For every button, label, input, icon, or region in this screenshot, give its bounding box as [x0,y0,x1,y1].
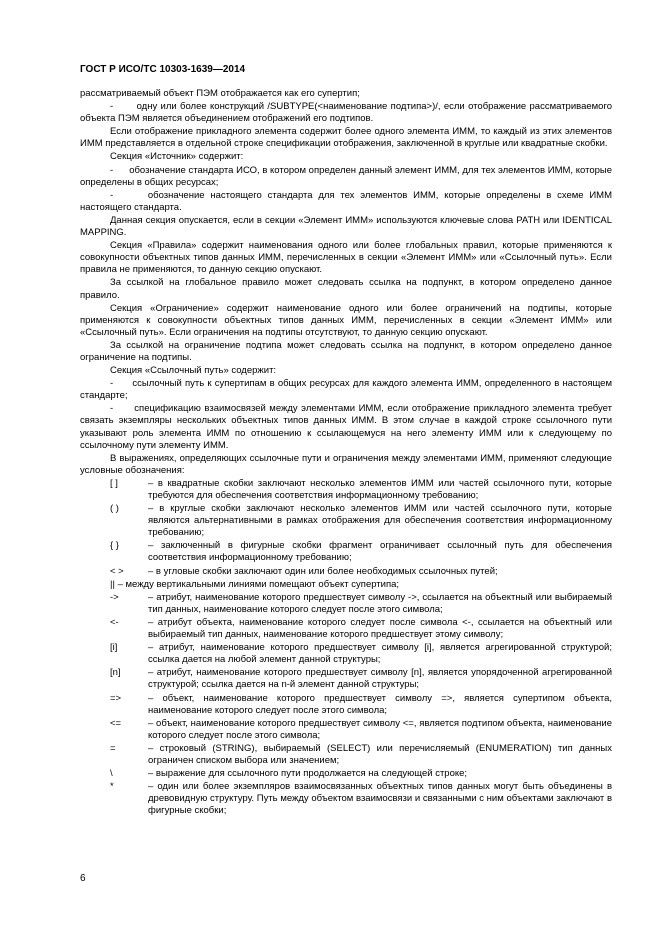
symbol-definition [80,592,612,616]
list-item: - одну или более конструкций /SUBTYPE(<наименование подтипа>)/, если отображение рассматриваемого объекта ПЭМ является объединением отображений его подтипов. [80,101,612,125]
symbol-definition [80,667,612,691]
symbol-code: -> [110,591,119,603]
symbol-text: – в квадратные скобки заключают несколько элементов ИММ или частей ссылочного пути, которые требуются для обеспечения соответствия информационному требованию; [148,477,612,501]
symbol-definition [80,503,612,539]
symbol-definition [80,566,612,578]
paragraph: рассматриваемый объект ПЭМ отображается как его супертип; [80,88,360,99]
symbol-code: \ [110,768,113,780]
symbol-code: [ ] [110,477,118,489]
paragraph: Данная секция опускается, если в секции «Элемент ИММ» используются ключевые слова PATH или IDENTICAL MAPPING. [80,214,612,239]
symbol-code: <- [110,616,119,628]
symbol-text: – атрибут объекта, наименование которого следует после символа <-, ссылается на объектный или выбираемый тип данных, наименование которого предшествует этому символу; [148,616,612,641]
symbol-definition [80,718,612,742]
symbol-text: – один или более экземпляров взаимосвязанных объектных типов данных могут быть объединены в древовидную структуру. Путь между объектом взаимосвязи и связанными с ним объектами заключают в фигурные скобки; [148,781,612,817]
symbol-definition [80,642,612,666]
list-item: - ссылочный путь к супертипам в общих ресурсах для каждого элемента ИММ, определенного в настоящем стандарте; [80,378,612,402]
paragraph: За ссылкой на глобальное правило может следовать ссылка на подпункт, в котором определено данное правило. [80,277,612,301]
symbol-text: – выражение для ссылочного пути продолжается на следующей строке; [148,768,468,780]
paragraph: Секция «Правила» содержит наименования одного или более глобальных правил, которые применяются к совокупности объектных типов данных ИММ, перечисленных в секции «Элемент ИММ» или «Ссылочный путь». Если правила не применяются, то данную секцию опускают. [80,240,612,276]
list-item: - спецификацию взаимосвязей между элементами ИММ, если отображение прикладного элемента требует связать экземпляры нескольких объектных типов данных ИММ. В этом случае в каждой строке ссылочного пути указывают роль элемента ИММ по отношению к ссылающемуся на него элементу ИММ или к следующему по ссылочному пути элементу ИММ. [80,403,612,451]
symbol-definition [80,478,612,502]
paragraph: Секция «Источник» содержит: [110,151,244,163]
symbol-code: ( ) [110,503,119,515]
symbol-text: – атрибут, наименование которого предшествует символу [n], является упорядоченной агрегированной структурой; ссылка дается на n-й элемент данной структуры; [148,667,612,691]
symbol-definition [80,540,612,564]
symbol-code: = [110,742,116,754]
symbol-text: – объект, наименование которого предшествует символу <=, является подтипом объекта, наименование которого следует после этого символа; [148,717,612,741]
paragraph: В выражениях, определяющих ссылочные пути и ограничения между элементами ИММ, применяют следующие условные обозначения: [80,452,612,476]
paragraph: Секция «Ссылочный путь» содержит: [110,365,277,377]
list-item: - обозначение стандарта ИСО, в котором определен данный элемент ИММ, для тех элементов ИММ, которые определены в общих ресурсах; [80,164,612,188]
symbol-code: => [110,692,122,704]
symbol-text: – объект, наименование которого предшествует символу =>, является супертипом объекта, наименование которого следует после этого символа; [148,692,612,716]
page-number: 6 [80,873,86,884]
symbol-text: – атрибут, наименование которого предшествует символу ->, ссылается на объектный или выбираемый тип данных, наименование которого следует после этого символа; [148,591,612,615]
symbol-text: || – между вертикальными линиями помещают объект супертипа; [110,578,400,590]
symbol-definition [80,768,612,780]
symbol-text: – заключенный в фигурные скобки фрагмент ограничивает ссылочный путь для обеспечения соответствия информационному требованию; [148,540,612,564]
symbol-code: { } [110,540,119,552]
paragraph: Если отображение прикладного элемента содержит более одного элемента ИММ, то каждый из этих элементов ИММ представляется в отдельной строке спецификации отображения, заключенной в круглые или квадратные скобки. [80,126,612,150]
symbol-code: <= [110,717,122,729]
document-header: ГОСТ Р ИСО/ТС 10303-1639—2014 [80,64,246,75]
symbol-text: – строковый (STRING), выбираемый (SELECT) или перечисляемый (ENUMERATION) тип данных ограничен списком выбора или значением; [148,742,612,766]
symbol-definition [80,579,612,591]
symbol-definition [80,743,612,767]
symbol-definition [80,617,612,641]
symbol-definition [80,781,612,817]
paragraph: За ссылкой на ограничение подтипа может следовать ссылка на подпункт, в котором определено данное ограничение на подтипы. [80,339,612,363]
symbol-code: [i] [110,642,118,654]
paragraph: Секция «Ограничение» содержит наименование одного или более ограничений на подтипы, которые применяются к совокупности объектных типов данных ИММ, перечисленных в секции «Элемент ИММ» или «Ссылочный путь». Если ограничения на подтипы отсутствуют, то данную секцию опускают. [80,302,612,338]
symbol-code: * [110,781,114,793]
symbol-text: – атрибут, наименование которого предшествует символу [i], является агрегированной структурой; ссылка дается на любой элемент данной структуры; [148,642,612,666]
symbol-code: < > [110,565,124,577]
symbol-text: – в угловые скобки заключают один или более необходимых ссылочных путей; [148,565,498,577]
symbol-code: [n] [110,667,121,679]
document-body [80,88,612,818]
list-item: - обозначение настоящего стандарта для тех элементов ИММ, которые определены в схеме ИММ настоящего стандарта. [80,189,612,213]
symbol-definition [80,693,612,717]
symbol-text: – в круглые скобки заключают несколько элементов ИММ или частей ссылочного пути, которые являются альтернативными в рамках отображения для обеспечения соответствия информационному требованию; [148,503,612,539]
